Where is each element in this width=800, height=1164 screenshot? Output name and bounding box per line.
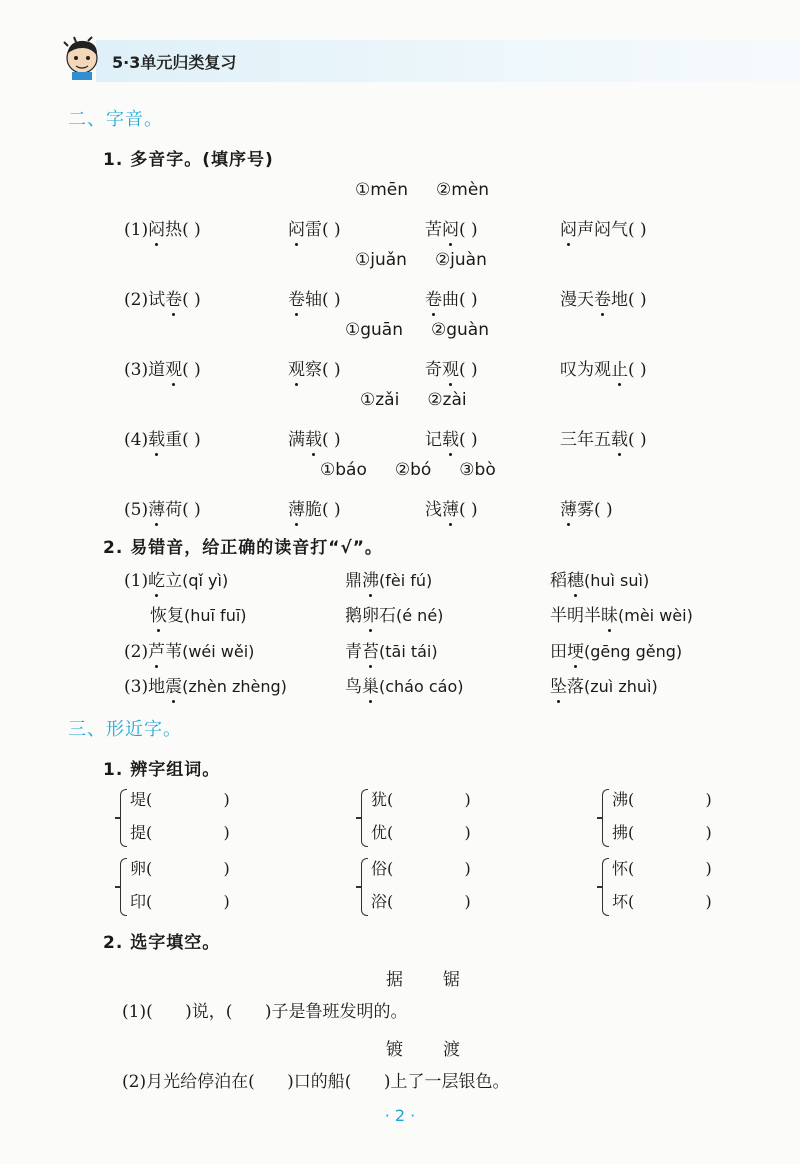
pinyin-choices: (é né): [396, 606, 444, 625]
polyphonic-item-dotted-char: 闷: [442, 215, 459, 240]
polyphonic-item-dotted-char: 观: [288, 355, 305, 380]
polyphonic-item-suffix: 脆( ): [305, 500, 341, 520]
page-number: · 2 ·: [384, 1106, 416, 1125]
word-group-item: 印( ): [130, 892, 230, 911]
error-prone-item-prefix: (2): [124, 642, 149, 662]
pinyin-option: ②bó: [394, 460, 432, 480]
polyphonic-item-suffix: 荷( ): [165, 500, 201, 520]
polyphonic-item-prefix: 奇: [425, 360, 442, 380]
pinyin-option: ②guàn: [431, 320, 489, 340]
error-prone-item: [550, 637, 682, 662]
polyphonic-item: [560, 495, 613, 520]
polyphonic-item: [425, 285, 478, 310]
pinyin-choices: (tāi tái): [379, 642, 438, 661]
pinyin-option: ①juǎn: [355, 250, 407, 270]
polyphonic-item-prefix: 漫天: [560, 290, 594, 310]
polyphonic-item-dotted-char: 载: [442, 425, 459, 450]
char-options: [386, 965, 500, 990]
pinyin-options: [360, 390, 495, 410]
error-prone-item: [550, 566, 649, 591]
word-group-item: 犹( ): [371, 790, 471, 809]
polyphonic-item-suffix: ( ): [459, 360, 478, 380]
error-prone-item: [550, 672, 658, 697]
error-prone-item-prefix: 鸟: [345, 677, 362, 697]
polyphonic-item-suffix: ( ): [459, 430, 478, 450]
polyphonic-item-suffix: 雾( ): [577, 500, 613, 520]
error-prone-item-dotted-char: 震: [165, 672, 182, 697]
pinyin-choices: (fèi fú): [379, 571, 433, 590]
brace-icon: [120, 789, 127, 847]
polyphonic-item-dotted-char: 止: [611, 355, 628, 380]
pinyin-options: [355, 180, 517, 200]
error-prone-item: [550, 601, 693, 626]
question-error-prone-title: 2. 易错音，给正确的读音打“√”。: [103, 538, 383, 558]
pinyin-choices: (huī fuī): [184, 606, 247, 625]
error-prone-item: [124, 637, 254, 662]
pinyin-option: ②zài: [427, 390, 467, 410]
polyphonic-item-suffix: 热( ): [165, 220, 201, 240]
polyphonic-item-prefix: 满: [288, 430, 305, 450]
fill-sentence: (1)( )说，( )子是鲁班发明的。: [122, 1002, 408, 1022]
error-prone-item-dotted-char: 芦: [148, 637, 165, 662]
error-prone-item-dotted-char: 巢: [362, 672, 379, 697]
error-prone-item: [124, 566, 228, 591]
char-options: [386, 1035, 500, 1060]
polyphonic-item: [124, 285, 201, 310]
pinyin-choices: (wéi wěi): [182, 642, 255, 661]
polyphonic-item: [288, 495, 341, 520]
pinyin-option: ②juàn: [434, 250, 487, 270]
error-prone-item-prefix: 半明半: [550, 606, 601, 626]
polyphonic-item-dotted-char: 薄: [148, 495, 165, 520]
pinyin-choices: (gēng gěng): [584, 642, 683, 661]
char-option: 锯: [443, 970, 460, 990]
polyphonic-item-suffix: ( ): [322, 430, 341, 450]
polyphonic-item-dotted-char: 闷: [288, 215, 305, 240]
word-group-item: 优( ): [371, 823, 471, 842]
polyphonic-item: [124, 215, 201, 240]
pinyin-choices: (zhèn zhèng): [182, 677, 287, 696]
word-group-item: 拂( ): [612, 823, 712, 842]
polyphonic-item-suffix: ( ): [628, 430, 647, 450]
section-heading-similar-chars: 三、形近字。: [68, 719, 182, 740]
error-prone-item-prefix: 鹅: [345, 606, 362, 626]
polyphonic-item-prefix: (3)道: [124, 360, 166, 380]
polyphonic-item-prefix: 苦: [425, 220, 442, 240]
error-prone-item-prefix: 青: [345, 642, 362, 662]
pinyin-choices: (mèi wèi): [618, 606, 693, 625]
word-group-item: 提( ): [130, 823, 230, 842]
polyphonic-item-prefix: 叹为观: [560, 360, 611, 380]
polyphonic-item: [560, 285, 647, 310]
error-prone-item-prefix: 鼎: [345, 571, 362, 591]
brace-icon: [361, 858, 368, 916]
pinyin-option: ①báo: [320, 460, 367, 480]
error-prone-item: [150, 601, 247, 626]
error-prone-item-dotted-char: 屹: [148, 566, 165, 591]
error-prone-item: [345, 672, 464, 697]
pinyin-option: ①guān: [345, 320, 403, 340]
polyphonic-item: [425, 215, 478, 240]
word-group-item: 卵( ): [130, 859, 230, 878]
word-group-item: 俗( ): [371, 859, 471, 878]
polyphonic-item: [425, 425, 478, 450]
char-option: 镀: [386, 1040, 403, 1060]
polyphonic-item-dotted-char: 薄: [442, 495, 459, 520]
polyphonic-item-suffix: 声闷气( ): [577, 220, 647, 240]
polyphonic-item-dotted-char: 观: [442, 355, 459, 380]
error-prone-item: [124, 672, 287, 697]
error-prone-item: [345, 566, 432, 591]
polyphonic-item: [124, 355, 201, 380]
pinyin-choices: (zuì zhuì): [584, 677, 658, 696]
polyphonic-item: [560, 215, 647, 240]
pinyin-choices: (cháo cáo): [379, 677, 464, 696]
pinyin-choices: (qǐ yì): [182, 571, 229, 590]
error-prone-item-dotted-char: 沸: [362, 566, 379, 591]
error-prone-item-dotted-char: 恢: [150, 601, 167, 626]
polyphonic-item-prefix: 记: [425, 430, 442, 450]
error-prone-item: [345, 601, 443, 626]
polyphonic-item-dotted-char: 观: [165, 355, 182, 380]
word-group-item: 沸( ): [612, 790, 712, 809]
section-heading-pronunciation: 二、字音。: [68, 109, 163, 130]
error-prone-item-suffix: 苇: [165, 642, 183, 662]
polyphonic-item-dotted-char: 卷: [165, 285, 182, 310]
polyphonic-item-prefix: (4): [124, 430, 149, 450]
polyphonic-item-prefix: (5): [124, 500, 149, 520]
fill-sentence: (2)月光给停泊在( )口的船( )上了一层银色。: [122, 1072, 510, 1092]
char-option: 渡: [443, 1040, 460, 1060]
polyphonic-item: [288, 215, 341, 240]
polyphonic-item-prefix: 浅: [425, 500, 442, 520]
polyphonic-item: [288, 425, 341, 450]
polyphonic-item-suffix: 察( ): [305, 360, 341, 380]
polyphonic-item: [288, 285, 341, 310]
pinyin-option: ①mēn: [355, 180, 409, 200]
polyphonic-item-suffix: 地( ): [611, 290, 647, 310]
word-group-item: 浴( ): [371, 892, 471, 911]
pinyin-choices: (huì suì): [584, 571, 650, 590]
error-prone-item-suffix: 复: [167, 606, 184, 626]
question-polyphonic-title: 1. 多音字。(填序号): [103, 150, 274, 170]
error-prone-item-suffix: 石: [379, 606, 396, 626]
polyphonic-item: [560, 425, 647, 450]
error-prone-item-suffix: 立: [165, 571, 183, 591]
error-prone-item-dotted-char: 苔: [362, 637, 379, 662]
word-group-item: 堤( ): [130, 790, 230, 809]
pinyin-options: [345, 320, 517, 340]
brace-icon: [602, 858, 609, 916]
error-prone-item-prefix: (3)地: [124, 677, 166, 697]
question-fill-title: 2. 选字填空。: [103, 933, 221, 953]
polyphonic-item-dotted-char: 闷: [560, 215, 577, 240]
polyphonic-item-dotted-char: 闷: [148, 215, 165, 240]
error-prone-item-prefix: 田: [550, 642, 567, 662]
polyphonic-item-dotted-char: 薄: [560, 495, 577, 520]
question-distinguish-title: 1. 辨字组词。: [103, 760, 221, 780]
polyphonic-item: [124, 495, 201, 520]
polyphonic-item-suffix: ( ): [628, 360, 647, 380]
polyphonic-item-suffix: ( ): [182, 290, 201, 310]
error-prone-item-prefix: (1): [124, 571, 149, 591]
polyphonic-item-dotted-char: 载: [611, 425, 628, 450]
polyphonic-item-suffix: ( ): [459, 220, 478, 240]
error-prone-item: [345, 637, 438, 662]
polyphonic-item-suffix: 雷( ): [305, 220, 341, 240]
error-prone-item-dotted-char: 昧: [601, 601, 618, 626]
word-group-item: 坏( ): [612, 892, 712, 911]
brace-icon: [602, 789, 609, 847]
pinyin-option: ②mèn: [436, 180, 490, 200]
polyphonic-item-dotted-char: 薄: [288, 495, 305, 520]
error-prone-item-dotted-char: 卵: [362, 601, 379, 626]
polyphonic-item-dotted-char: 卷: [288, 285, 305, 310]
polyphonic-item: [288, 355, 341, 380]
word-group-item: 怀( ): [612, 859, 712, 878]
header-title: 5·3单元归类复习: [112, 53, 237, 72]
polyphonic-item-dotted-char: 载: [148, 425, 165, 450]
pinyin-options: [355, 250, 515, 270]
polyphonic-item-suffix: 重( ): [165, 430, 201, 450]
polyphonic-item-prefix: 三年五: [560, 430, 611, 450]
error-prone-item-suffix: 落: [567, 677, 584, 697]
polyphonic-item-prefix: (1): [124, 220, 149, 240]
polyphonic-item: [124, 425, 201, 450]
brace-icon: [120, 858, 127, 916]
error-prone-item-prefix: 稻: [550, 571, 567, 591]
polyphonic-item-suffix: 曲( ): [442, 290, 478, 310]
polyphonic-item-prefix: (2)试: [124, 290, 166, 310]
error-prone-item-dotted-char: 埂: [567, 637, 584, 662]
polyphonic-item-suffix: ( ): [459, 500, 478, 520]
cartoon-boy-icon: [62, 36, 102, 80]
polyphonic-item-dotted-char: 卷: [425, 285, 442, 310]
polyphonic-item-suffix: ( ): [182, 360, 201, 380]
polyphonic-item-dotted-char: 卷: [594, 285, 611, 310]
pinyin-option: ①zǎi: [360, 390, 400, 410]
polyphonic-item: [425, 355, 478, 380]
char-option: 据: [386, 970, 403, 990]
polyphonic-item: [425, 495, 478, 520]
error-prone-item-dotted-char: 穗: [567, 566, 584, 591]
polyphonic-item-suffix: 轴( ): [305, 290, 341, 310]
pinyin-options: [320, 460, 524, 480]
brace-icon: [361, 789, 368, 847]
polyphonic-item-dotted-char: 载: [305, 425, 322, 450]
error-prone-item-dotted-char: 坠: [550, 672, 567, 697]
pinyin-option: ③bò: [459, 460, 496, 480]
polyphonic-item: [560, 355, 647, 380]
